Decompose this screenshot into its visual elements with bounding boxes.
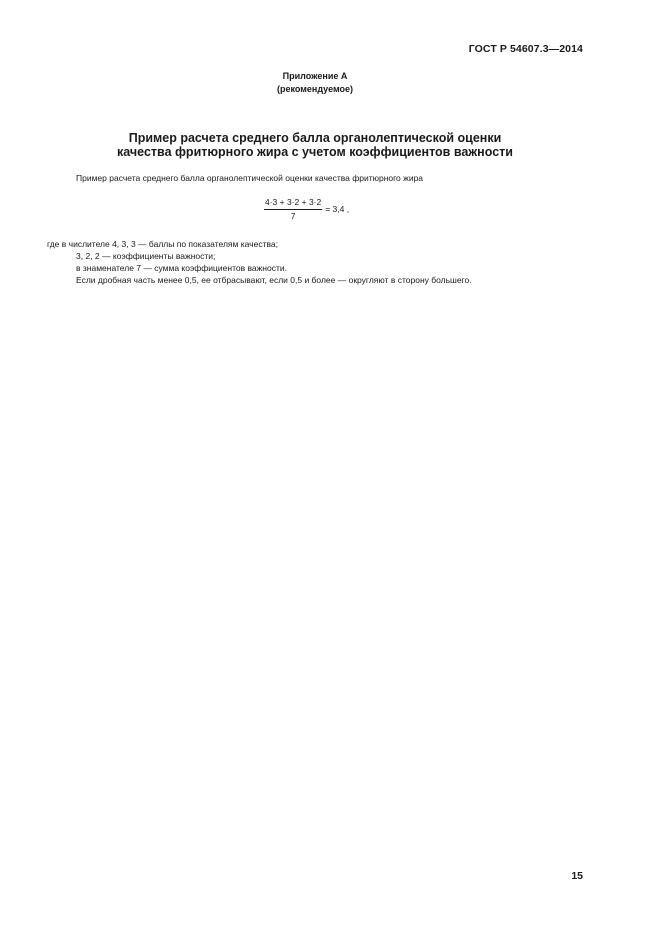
formula-numerator: 4·3 + 3·2 + 3·2 [264, 197, 322, 210]
explanation-denominator: в знаменателе 7 — сумма коэффициентов важности. [76, 263, 287, 273]
explanation-coefficients: 3, 2, 2 — коэффициенты важности; [76, 251, 216, 261]
appendix-label: Приложение А [282, 71, 348, 81]
title-line-2: качества фритюрного жира с учетом коэффициентов важности [117, 145, 513, 159]
intro-paragraph: Пример расчета среднего балла органолептической оценки качества фритюрного жира [76, 173, 424, 183]
explanations [47, 238, 472, 286]
page-number: 15 [571, 870, 583, 882]
formula-fraction [264, 197, 322, 222]
page-title [0, 131, 630, 159]
formula-denominator: 7 [290, 211, 296, 221]
explanation-rounding-rule: Если дробная часть менее 0,5, ее отбрасывают, если 0,5 и более — округляют в сторону большего. [76, 275, 472, 285]
standard-code: ГОСТ Р 54607.3—2014 [468, 43, 583, 55]
appendix-heading [0, 70, 630, 96]
formula-result: = 3,4 , [325, 204, 350, 214]
appendix-status: (рекомендуемое) [277, 84, 353, 94]
formula [264, 197, 349, 222]
title-line-1: Пример расчета среднего балла органолептической оценки [128, 131, 502, 145]
explanation-numerator: где в числителе 4, 3, 3 — баллы по показателям качества; [47, 239, 278, 249]
